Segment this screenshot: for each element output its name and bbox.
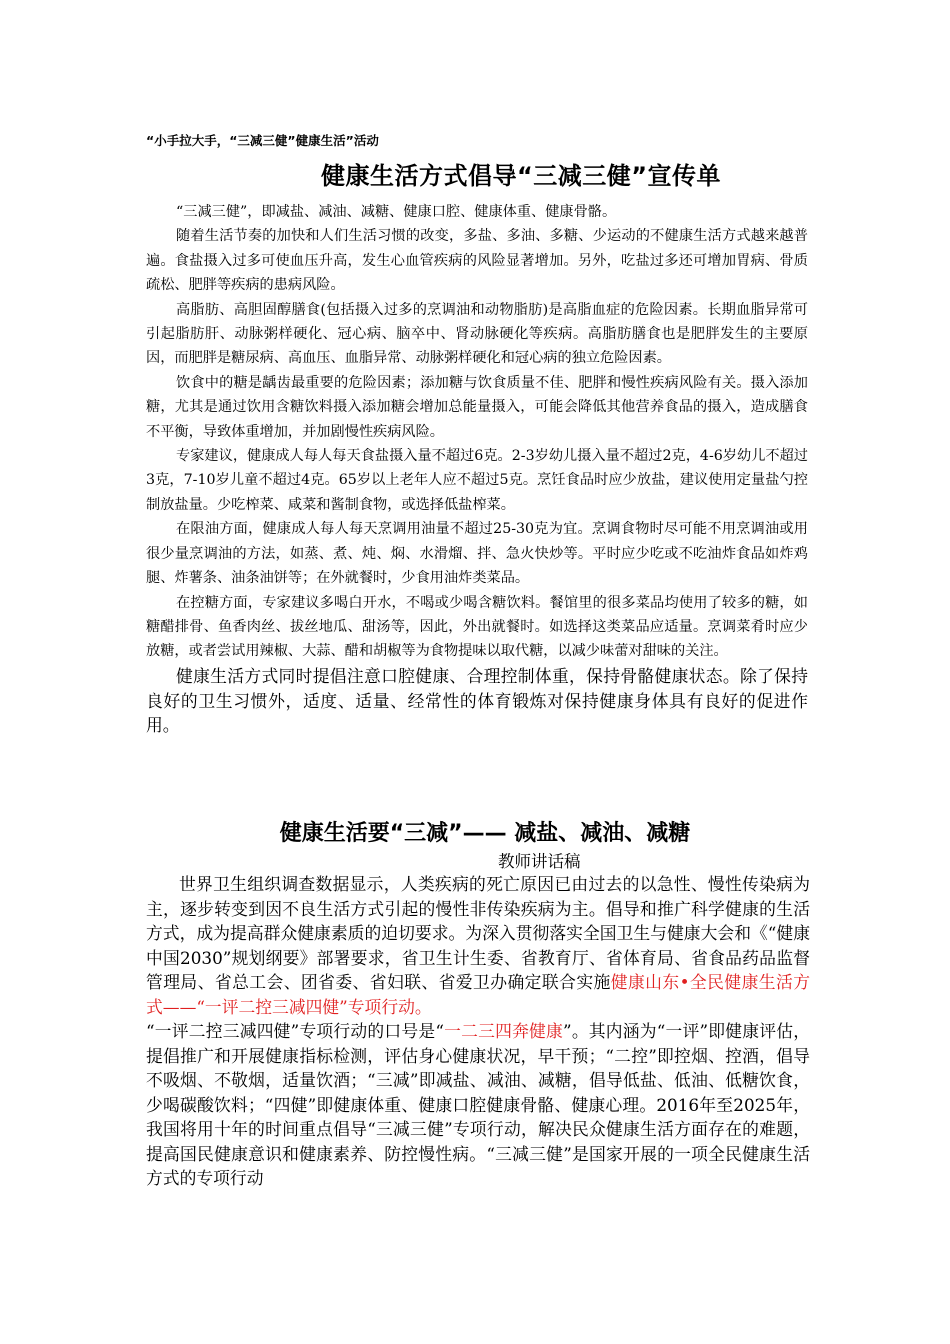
closing-paragraph: 健康生活方式同时提倡注意口腔健康、合理控制体重，保持骨骼健康状态。除了保持良好的卫生习惯外，适度、适量、经常性的体育锻炼对保持健康身体具有良好的促进作用。: [146, 665, 808, 736]
paragraph-text: ”。其内涵为“一评”即健康评估，提倡推广和开展健康指标检测，评估身心健康状况，早干预；“二控”即控烟、控酒，倡导不吸烟、不敬烟，适量饮酒；“三减”即减盐、减油、减糖，倡导低盐、低油、低糖饮食，少喝碳酸饮料；“四健”即健康体重、健康口腔健康骨骼、健康心理。2016年至2025年，我国将用十年的时间重点倡导“三减三健”专项行动，解决民众健康生活方面存在的难题，提高国民健康意识和健康素养、防控慢性病。“三减三健”是国家开展的一项全民健康生活方式的专项行动: [146, 1021, 810, 1188]
paragraph: [146, 872, 810, 1019]
highlight-text: 健康山东•全民健康生活方式——“一评二控三减四健”专项行动。: [146, 972, 810, 1017]
speech-subtitle: 教师讲话稿: [498, 852, 581, 871]
paragraph: 在控糖方面，专家建议多喝白开水，不喝或少喝含糖饮料。餐馆里的很多菜品均使用了较多的糖，如糖醋排骨、鱼香肉丝、拔丝地瓜、甜汤等，因此，外出就餐时。如选择这类菜品应适量。烹调菜肴时应少放糖，或者尝试用辣椒、大蒜、醋和胡椒等为食物提味以取代糖，以减少味蕾对甜味的关注。: [146, 594, 808, 660]
speech-title: 健康生活要“三减”—— 减盐、减油、减糖: [279, 821, 691, 846]
paragraph-text: 世界卫生组织调查数据显示，人类疾病的死亡原因已由过去的以急性、慢性传染病为主，逐步转变到因不良生活方式引起的慢性非传染疾病为主。倡导和推广科学健康的生活方式，成为提高群众健康素质的迫切要求。为深入贯彻落实全国卫生与健康大会和《“健康中国2030”规划纲要》部署要求，省卫生计生委、省教育厅、省体育局、省食品药品监督管理局、省总工会、团省委、省妇联、省爱卫办确定联合实施: [146, 874, 810, 992]
activity-label: “小手拉大手，“三减三健”健康生活”活动: [146, 133, 379, 148]
paragraph: 饮食中的糖是龋齿最重要的危险因素；添加糖与饮食质量不佳、肥胖和慢性疾病风险有关。摄入添加糖，尤其是通过饮用含糖饮料摄入添加糖会增加总能量摄入，可能会降低其他营养食品的摄入，造成膳食不平衡，导致体重增加，并加剧慢性疾病风险。: [146, 374, 808, 440]
paragraph: 随着生活节奏的加快和人们生活习惯的改变，多盐、多油、多糖、少运动的不健康生活方式越来越普遍。食盐摄入过多可使血压升高，发生心血管疾病的风险显著增加。另外，吃盐过多还可增加胃病、骨质疏松、肥胖等疾病的患病风险。: [146, 228, 808, 294]
flyer-body: [146, 200, 808, 738]
paragraph: 专家建议，健康成人每人每天食盐摄入量不超过6克。2-3岁幼儿摄入量不超过2克，4-6岁幼儿不超过3克，7-10岁儿童不超过4克。65岁以上老年人应不超过5克。烹饪食品时应少放盐，建议使用定量盐勺控制放盐量。少吃榨菜、咸菜和酱制食物，或选择低盐榨菜。: [146, 448, 808, 513]
paragraph: [146, 1019, 810, 1191]
highlight-text: 一二三四奔健康: [443, 1021, 564, 1041]
paragraph: 高脂肪、高胆固醇膳食(包括摄入过多的烹调油和动物脂肪)是高脂血症的危险因素。长期血脂异常可引起脂肪肝、动脉粥样硬化、冠心病、脑卒中、肾动脉硬化等疾病。高脂肪膳食也是肥胖发生的主要原因，而肥胖是糖尿病、高血压、血脂异常、动脉粥样硬化和冠心病的独立危险因素。: [146, 301, 808, 367]
paragraph-text: “一评二控三减四健”专项行动的口号是“: [146, 1021, 444, 1041]
speech-body: [146, 872, 810, 1191]
paragraph: 在限油方面，健康成人每人每天烹调用油量不超过25-30克为宜。烹调食物时尽可能不用烹调油或用很少量烹调油的方法，如蒸、煮、炖、焖、水滑熘、拌、急火快炒等。平时应少吃或不吃油炸食品如炸鸡腿、炸薯条、油条油饼等；在外就餐时，少食用油炸类菜品。: [146, 521, 808, 587]
flyer-title: 健康生活方式倡导“三减三健”宣传单: [320, 162, 722, 190]
paragraph: “三减三健”，即减盐、减油、减糖、健康口腔、健康体重、健康骨骼。: [176, 204, 617, 220]
